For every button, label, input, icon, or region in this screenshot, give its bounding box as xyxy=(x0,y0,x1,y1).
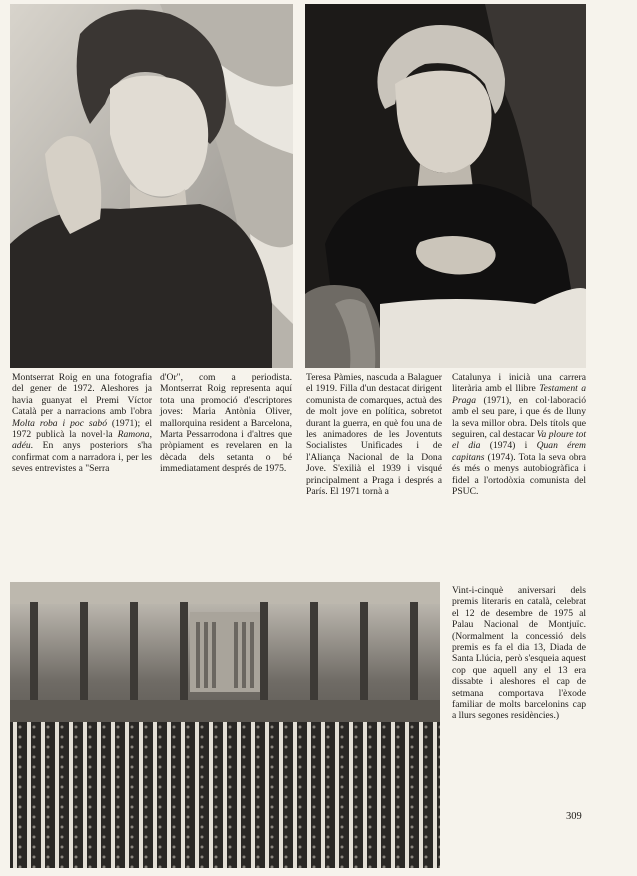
book-title: Molta roba i poc sabó xyxy=(12,417,107,429)
photo-teresa-pamies xyxy=(305,4,586,368)
caption-roig-part1: Montserrat Roig en una fotografia del gener de 1972. Aleshores ja havia guanyat el Premi Víctor Català per a narracions amb l'obra Molta roba i poc sabó (1971); el 1972 publicà la novel·la Ramona, adéu. En anys posteriors s'ha confirmat com a narradora i, per les seves entrevistes a "Serra xyxy=(12,372,152,475)
photo-palau-nacional-ceremony xyxy=(10,582,440,868)
book-title: Va ploure tot el dia xyxy=(452,429,586,452)
book-title: Ramona, adéu xyxy=(12,429,152,452)
caption-pamies-part1: Teresa Pàmies, nascuda a Balaguer el 1919. Filla d'un destacat dirigent comunista de comarques, actuà des de molt jove en política, sobretot durant la guerra, en què fou una de les animadores de les Joventuts Socialistes Unificades i de l'Aliança Nacional de la Dona Jove. S'exilià el 1939 i visqué principalment a Praga i després a París. El 1971 tornà a xyxy=(306,372,442,498)
photo-montserrat-roig xyxy=(10,4,293,368)
caption-roig-part2: d'Or", com a periodista. Montserrat Roig representa aquí tota una promoció d'escriptores joves: Maria Antònia Oliver, mallorquina resident a Barcelona, Marta Pessarrodona i d'altres que pròpiament es revelaren en la dècada dels setanta o bé immediatament després de 1975. xyxy=(160,372,292,475)
book-title: Quan érem capitans xyxy=(452,440,586,463)
page-number: 309 xyxy=(566,811,582,822)
caption-pamies-part2: Catalunya i inicià una carrera literària amb el llibre Testament a Praga (1971), en col·laboració amb el seu pare, i que és de lluny la seva millor obra. Dels títols que seguiren, cal destacar Va ploure tot el dia (1974) i Quan érem capitans (1974). Tota la seva obra és més o menys autobiogràfica i fidel a l'ortodòxia comunista del PSUC. xyxy=(452,372,586,498)
book-title: Testament a Praga xyxy=(452,383,586,406)
caption-palau-ceremony: Vint-i-cinquè aniversari dels premis literaris en català, celebrat el 12 de desembre de 1975 al Palau Nacional de Montjuïc. (Normalment la concessió dels premis es fa el dia 13, Diada de Santa Llúcia, però s'esqueia aquest cop que aquell any el 13 era dissabte i aleshores el cap de setmana comportava l'èxode familiar de molts barcelonins cap a llurs segones residències.) xyxy=(452,585,586,722)
